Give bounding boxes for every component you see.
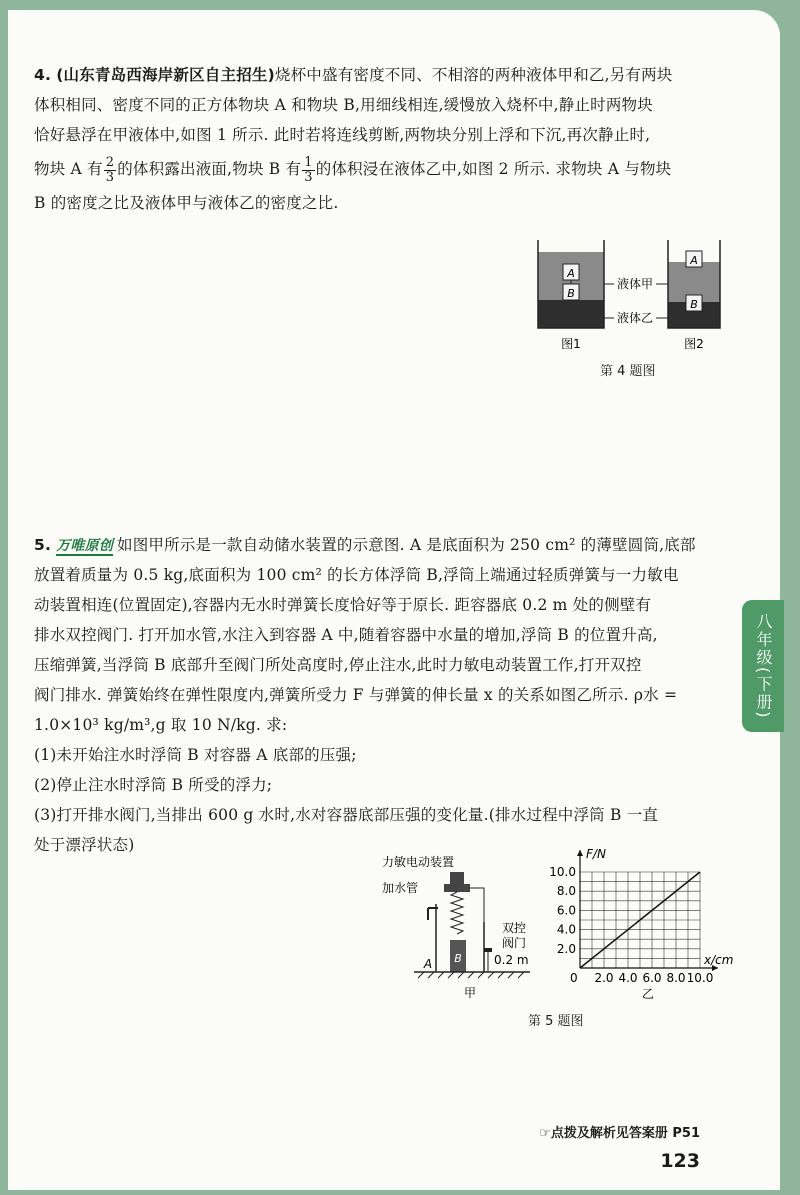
chart-ticks bbox=[549, 865, 713, 985]
label-fig-yi: 乙 bbox=[641, 987, 655, 1001]
label-fig-jia: 甲 bbox=[463, 986, 477, 1000]
grade-tab: 八年级(下册) bbox=[742, 600, 784, 732]
force-device-base bbox=[444, 884, 470, 892]
label-pipe: 加水管 bbox=[382, 881, 419, 895]
label-b: B bbox=[454, 952, 462, 965]
sub-question-3: 处于漂浮状态) bbox=[34, 836, 135, 854]
q5-line: 如图甲所示是一款自动储水装置的示意图. A 是底面积为 250 cm² 的薄壁圆筒,底部 bbox=[117, 536, 696, 554]
figure-5-caption: 第 5 题图 bbox=[528, 1014, 584, 1029]
spring bbox=[451, 892, 463, 934]
q5-line: 阀门排水. 弹簧始终在弹性限度内,弹簧所受力 F 与弹簧的伸长量 x 的关系如图乙所示. ρ水 = bbox=[34, 686, 678, 704]
wire bbox=[470, 888, 484, 922]
q4-line: 恰好悬浮在甲液体中,如图 1 所示. 此时若将连线剪断,两物块分别上浮和下沉,再次静止时, bbox=[34, 126, 651, 144]
label-liquid-jia: 液体甲 bbox=[616, 277, 654, 291]
ground-hatch bbox=[418, 972, 524, 978]
question-4 bbox=[34, 60, 744, 218]
y-tick-label: 4.0 bbox=[556, 922, 576, 937]
fraction: $\frac{2}{3}$ bbox=[105, 154, 115, 185]
q5-line: 1.0×10³ kg/m³,g 取 10 N/kg. 求: bbox=[34, 716, 288, 734]
original-badge: 万唯原创 bbox=[56, 538, 114, 554]
question-number: 4. bbox=[34, 66, 52, 84]
x-tick-label: 4.0 bbox=[618, 971, 638, 985]
q5-line: 压缩弹簧,当浮筒 B 底部升至阀门所处高度时,停止注水,此时力敏电动装置工作,打开双控 bbox=[34, 656, 642, 674]
liquid-yi-region bbox=[538, 300, 604, 328]
page-number: 123 bbox=[660, 1150, 700, 1172]
x-tick-label: 6.0 bbox=[642, 971, 662, 985]
q5-line: 排水双控阀门. 打开加水管,水注入到容器 A 中,随着容器中水量的增加,浮筒 B 的位置升高, bbox=[34, 626, 658, 644]
label-device: 力敏电动装置 bbox=[382, 855, 455, 869]
label-a: A bbox=[690, 254, 698, 267]
figure-4 bbox=[528, 232, 728, 360]
q4-line: 体积相同、密度不同的正方体物块 A 和物块 B,用细线相连,缓慢放入烧杯中,静止时两物块 bbox=[34, 96, 653, 114]
q4-line: 烧杯中盛有密度不同、不相溶的两种液体甲和乙,另有两块 bbox=[274, 66, 673, 84]
x-tick-label: 8.0 bbox=[666, 971, 686, 985]
force-device bbox=[450, 872, 464, 886]
y-tick-label: 8.0 bbox=[556, 884, 576, 899]
label-height: 0.2 m bbox=[494, 953, 529, 967]
q5-line: 放置着质量为 0.5 kg,底面积为 100 cm² 的长方体浮筒 B,浮筒上端通过轻质弹簧与一力敏电 bbox=[34, 566, 679, 584]
y-axis-label: F/N bbox=[586, 847, 606, 861]
figure-5-device bbox=[380, 852, 540, 1002]
sub-question-2: (2)停止注水时浮筒 B 所受的浮力; bbox=[34, 776, 273, 794]
figure-5-chart bbox=[544, 838, 744, 1004]
label-fig2: 图2 bbox=[684, 337, 704, 351]
label-a: A bbox=[423, 957, 433, 971]
sub-question-1: (1)未开始注水时浮筒 B 对容器 A 底部的压强; bbox=[34, 746, 357, 764]
sub-question-3: (3)打开排水阀门,当排出 600 g 水时,水对容器底部压强的变化量.(排水过程中浮筒 B 一直 bbox=[34, 806, 659, 824]
label-liquid-yi: 液体乙 bbox=[616, 311, 654, 325]
q4-line: 的体积露出液面,物块 B 有 bbox=[117, 160, 302, 178]
fraction: $\frac{1}{3}$ bbox=[304, 154, 313, 185]
x-tick-label: 2.0 bbox=[594, 971, 614, 985]
q4-line: B 的密度之比及液体甲与液体乙的密度之比. bbox=[34, 194, 339, 212]
label-valve: 双控 bbox=[502, 921, 527, 935]
q5-line: 动装置相连(位置固定),容器内无水时弹簧长度恰好等于原长. 距容器底 0.2 m 处的侧壁有 bbox=[34, 596, 652, 614]
y-tick-label: 6.0 bbox=[556, 903, 576, 918]
label-b: B bbox=[690, 298, 698, 311]
origin-label: 0 bbox=[570, 971, 578, 985]
label-b: B bbox=[567, 287, 575, 300]
question-5 bbox=[34, 530, 746, 860]
figure-4-caption: 第 4 题图 bbox=[600, 364, 656, 379]
question-source: (山东青岛西海岸新区自主招生) bbox=[56, 66, 275, 84]
page bbox=[8, 10, 780, 1190]
y-tick-label: 2.0 bbox=[556, 941, 576, 956]
y-axis-arrow bbox=[577, 850, 583, 856]
question-number: 5. bbox=[34, 536, 52, 554]
x-tick-label: 10.0 bbox=[686, 971, 714, 985]
y-tick-label: 10.0 bbox=[549, 865, 576, 879]
q4-line: 物块 A 有 bbox=[34, 160, 103, 178]
q4-line: 的体积浸在液体乙中,如图 2 所示. 求物块 A 与物块 bbox=[315, 160, 672, 178]
label-a: A bbox=[567, 267, 575, 280]
x-axis-label: x/cm bbox=[704, 953, 734, 967]
label-valve: 阀门 bbox=[502, 936, 527, 950]
answer-reference: ☞点拨及解析见答案册 P51 bbox=[539, 1126, 700, 1141]
label-fig1: 图1 bbox=[561, 337, 581, 351]
